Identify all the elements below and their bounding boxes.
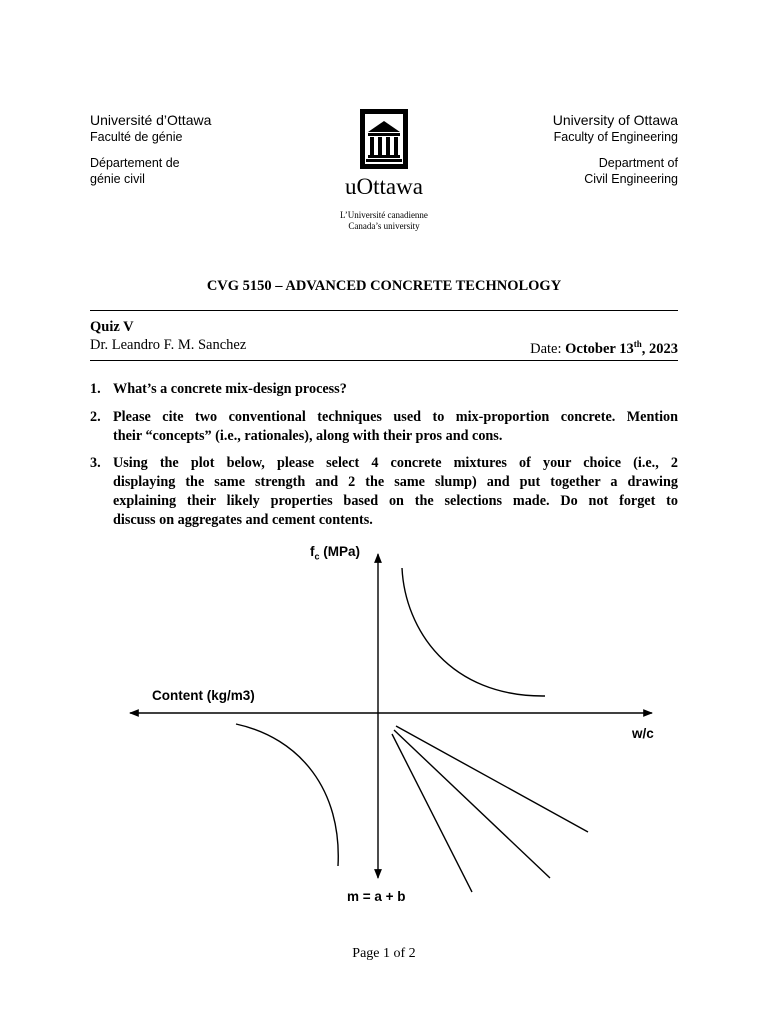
question-text-line: discuss on aggregates and cement contents. [113, 512, 373, 528]
university-name-en: University of Ottawa [552, 112, 678, 128]
logo-wordmark: uOttawa [345, 174, 423, 199]
department-en-line2: Civil Engineering [584, 172, 678, 186]
question-text-line: Please cite two conventional techniques used to mix-proportion concrete. Mention [113, 409, 678, 425]
logo-tagline-en: Canada’s university [348, 221, 420, 231]
axis-label-wc: w/c [632, 726, 654, 741]
date-year: , 2023 [641, 340, 678, 357]
date-label: Date: [530, 340, 562, 357]
question-number: 1. [90, 381, 101, 397]
strength-wc-curve [402, 568, 545, 696]
question-text-line: their “concepts” (i.e., rationales), along with their pros and cons. [113, 428, 503, 444]
quiz-title: Quiz V [90, 319, 134, 335]
question-text-line: explaining their likely properties based on the selections made. Do not forget to [113, 493, 678, 509]
wc-m-line-2 [394, 730, 550, 878]
page-number: Page 1 of 2 [352, 946, 416, 961]
content-strength-curve [236, 724, 338, 866]
instructor-name: Dr. Leandro F. M. Sanchez [90, 337, 247, 353]
department-fr-line1: Département de [90, 156, 180, 170]
axis-label-strength: $f_c$ (MPa) [310, 544, 361, 562]
question-text-line: Using the plot below, please select 4 concrete mixtures of your choice (i.e., 2 [113, 455, 678, 471]
question-number: 2. [90, 409, 101, 425]
logo-tagline-fr: L’Université canadienne [340, 210, 428, 220]
department-en-line1: Department of [598, 156, 678, 170]
faculty-name-en: Faculty of Engineering [553, 130, 678, 144]
wc-m-line-1 [396, 726, 588, 832]
axis-label-m: m = a + b [347, 889, 406, 904]
date-suffix: th [633, 339, 642, 349]
question-text-line: displaying the same strength and 2 the same slump) and put together a drawing [113, 474, 678, 490]
date-month-day: October 13 [565, 340, 634, 357]
question-number: 3. [90, 455, 101, 471]
course-title: CVG 5150 – ADVANCED CONCRETE TECHNOLOGY [206, 278, 562, 294]
department-fr-line2: génie civil [90, 172, 145, 186]
faculty-name-fr: Faculté de génie [90, 130, 183, 144]
axis-label-content: Content (kg/m3) [152, 688, 255, 703]
wc-m-line-3 [392, 734, 472, 892]
question-text-line: What’s a concrete mix-design process? [113, 381, 347, 397]
university-name-fr: Université d’Ottawa [90, 112, 212, 128]
